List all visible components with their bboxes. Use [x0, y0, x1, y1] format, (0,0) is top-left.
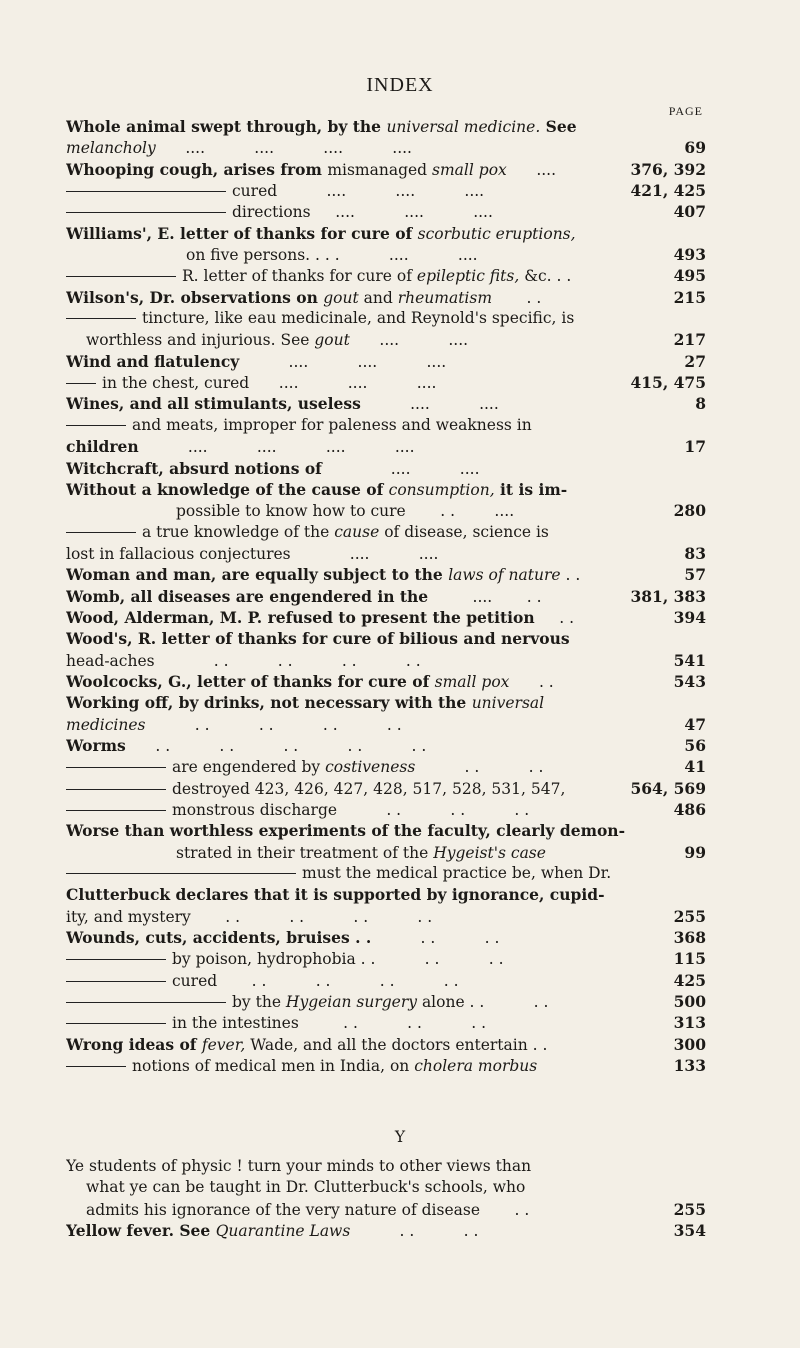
index-entry	[66, 1034, 706, 1055]
index-entry	[66, 778, 706, 799]
entry-segment: ity, and mystery . . . . . . . .	[66, 907, 433, 926]
entry-segment: a true knowledge of the	[142, 522, 335, 541]
entry-text	[66, 779, 630, 800]
entry-segment: ....	[506, 160, 557, 179]
entry-text	[66, 949, 666, 970]
index-entry	[66, 436, 706, 457]
entry-segment: . .	[534, 608, 575, 627]
index-entry	[66, 607, 706, 628]
entry-text	[66, 586, 630, 608]
index-entry	[66, 564, 706, 585]
entry-segment: Wood, Alderman, M. P. refused to present the petition	[66, 607, 535, 627]
page-number: 394	[673, 607, 706, 627]
entry-text	[86, 330, 666, 351]
entry-text	[66, 1056, 666, 1077]
entry-segment: R. letter of thanks for cure of	[182, 267, 417, 286]
ditto-rule	[66, 1002, 226, 1003]
ditto-rule	[66, 1066, 126, 1067]
entry-segment: consumption,	[388, 480, 495, 499]
entry-text	[66, 373, 630, 394]
entry-text	[86, 1177, 666, 1198]
entry-segment: tincture, like eau medicinale, and Reynold's specific, is	[142, 309, 575, 328]
index-entry	[66, 1177, 706, 1198]
entry-segment: .... .... .... ....	[138, 438, 415, 457]
entry-segment: Hygeian surgery	[285, 993, 418, 1012]
entry-segment: cured . . . . . . . .	[172, 971, 459, 990]
index-entry	[66, 308, 706, 329]
index-entry	[66, 244, 706, 265]
entry-text	[66, 607, 666, 629]
entry-segment: Clutterbuck declares that it is supported by ignorance, cupid-	[66, 885, 605, 905]
entry-segment: scorbutic eruptions,	[417, 224, 576, 243]
index-entry	[66, 351, 706, 372]
section-letter-y: Y	[394, 1128, 406, 1146]
entry-segment: gout	[314, 331, 350, 350]
entry-segment: cured .... .... ....	[232, 182, 485, 201]
entry-segment: and meats, improper for paleness and weakness in	[132, 415, 532, 434]
index-entry	[66, 671, 706, 692]
entry-segment: Working off, by drinks, not necessary with the	[66, 693, 472, 713]
entry-text	[66, 1220, 666, 1242]
entry-text	[66, 181, 630, 202]
ditto-rule	[66, 959, 166, 960]
index-entry	[66, 393, 706, 414]
entry-segment: . .	[560, 566, 581, 585]
entry-segment: by the	[232, 993, 286, 1012]
index-entry	[66, 329, 706, 350]
page-number: 280	[673, 501, 706, 521]
ditto-rule	[66, 318, 136, 319]
ditto-rule	[66, 767, 166, 768]
entry-segment: cause	[334, 522, 380, 541]
entry-segment: mismanaged	[327, 160, 433, 179]
entry-text	[66, 715, 666, 736]
index-entry	[66, 927, 706, 948]
index-entry	[66, 1156, 706, 1177]
index-entry	[66, 906, 706, 927]
index-entry	[66, 522, 706, 543]
index-entry	[66, 628, 706, 649]
entry-segment: Whole animal swept through, by the	[66, 117, 387, 136]
entry-text	[66, 159, 630, 181]
entry-text	[66, 1156, 666, 1177]
page-number: 133	[673, 1056, 706, 1076]
page-number: 255	[673, 1199, 706, 1219]
ditto-rule	[66, 212, 226, 213]
entry-segment: of disease, science is	[379, 522, 549, 541]
entry-text	[66, 1013, 666, 1034]
page-number: 300	[673, 1034, 706, 1054]
entry-text	[186, 245, 666, 266]
entry-segment: Wilson's, Dr. observations on	[66, 287, 324, 307]
entry-segment: Worms	[66, 735, 126, 755]
index-entry	[66, 1012, 706, 1033]
index-entry	[66, 287, 706, 308]
page-number: 57	[684, 565, 706, 585]
page-number: 541	[673, 650, 706, 670]
entry-segment: cholera morbus	[414, 1057, 538, 1076]
page-number: 215	[673, 287, 706, 307]
entry-segment: universal medicine.	[386, 118, 541, 136]
index-entry	[66, 223, 706, 244]
entry-segment: gout	[323, 288, 359, 307]
page-number: 8	[695, 394, 706, 414]
entry-text	[66, 651, 666, 672]
index-entry	[66, 863, 706, 884]
entry-segment: Ye students of physic ! turn your minds to other views than	[66, 1157, 532, 1175]
page-title: INDEX	[366, 74, 434, 96]
entry-segment: universal	[471, 694, 545, 713]
page-number: 99	[684, 842, 706, 862]
entry-segment: small pox	[432, 160, 507, 179]
ditto-rule	[66, 276, 176, 277]
entry-segment: Worse than worthless experiments of the faculty, clearly demon-	[66, 821, 626, 841]
index-entry	[66, 372, 706, 393]
index-entry	[66, 265, 706, 286]
index-entry	[66, 180, 706, 201]
entry-segment: . . . .	[371, 929, 500, 948]
page-number: 407	[673, 202, 706, 222]
page-number: 486	[673, 800, 706, 819]
page-number: 354	[673, 1221, 706, 1241]
index-entry	[66, 586, 706, 607]
entry-segment: Hygeist's case	[433, 843, 546, 862]
index-entry	[66, 1199, 706, 1220]
page-number: 217	[673, 330, 706, 350]
page-number: 41	[684, 757, 706, 777]
entry-text	[66, 351, 666, 373]
entry-text	[66, 628, 666, 650]
ditto-rule	[66, 873, 296, 874]
index-entry	[66, 479, 706, 500]
index-entry	[66, 458, 706, 479]
page-number: 564, 569	[630, 778, 706, 798]
entry-segment: Without a knowledge of the cause of	[66, 479, 389, 499]
entry-segment: Yellow fever. See	[66, 1221, 216, 1241]
page-number: 495	[673, 266, 706, 286]
index-entry	[66, 735, 706, 756]
page-number: 56	[684, 735, 706, 755]
entry-segment: it is im-	[494, 479, 568, 499]
entry-segment: . .	[480, 1200, 530, 1219]
ditto-rule	[66, 532, 136, 533]
ditto-rule	[66, 425, 126, 426]
ditto-rule	[66, 191, 226, 192]
entry-segment: head-aches . . . . . . . .	[66, 651, 421, 670]
entry-segment: Williams', E. letter of thanks for cure of	[66, 223, 418, 243]
entry-text	[66, 266, 666, 287]
entry-text	[66, 671, 666, 693]
index-entry	[66, 137, 706, 158]
entry-text	[66, 138, 666, 159]
entry-segment: . . . . . . . .	[145, 715, 402, 734]
entry-text	[66, 735, 666, 757]
entry-text	[66, 863, 666, 884]
ditto-rule	[66, 810, 166, 811]
index-entry	[66, 116, 706, 137]
entry-text	[66, 820, 666, 842]
entry-segment: Whooping cough, arises from	[66, 159, 328, 179]
entry-segment: on five persons. . . . .... ....	[186, 246, 478, 265]
entry-segment: Woolcocks, G., letter of thanks for cure of	[66, 671, 435, 691]
page-number: 500	[673, 992, 706, 1012]
page-number: 83	[684, 543, 706, 563]
page-number: 47	[684, 714, 706, 734]
entry-segment: costiveness	[325, 758, 416, 777]
page-number: 415, 475	[630, 373, 706, 393]
entry-segment: rheumatism	[397, 288, 493, 307]
entry-segment: Wines, and all stimulants, useless	[66, 394, 361, 414]
entry-segment: directions .... .... ....	[232, 203, 493, 222]
index-entry	[66, 948, 706, 969]
ditto-rule	[66, 981, 166, 982]
entry-segment: Wrong ideas of	[66, 1034, 202, 1054]
index-entry	[66, 1055, 706, 1076]
index-entry	[66, 500, 706, 521]
entry-segment: worthless and injurious. See	[86, 331, 315, 350]
entry-text	[66, 564, 666, 586]
entry-segment: .... ....	[349, 331, 469, 350]
entry-segment: See	[540, 117, 577, 136]
entry-text	[66, 992, 666, 1013]
index-entry	[66, 650, 706, 671]
entry-segment: &c. . .	[519, 267, 572, 286]
page-number: 313	[673, 1013, 706, 1033]
entry-segment: . . . .	[350, 1222, 479, 1241]
entry-segment: . .	[492, 288, 542, 307]
entry-segment: medicines	[66, 715, 146, 734]
index-entry	[66, 820, 706, 841]
entry-segment: Wood's, R. letter of thanks for cure of bilious and nervous	[66, 629, 570, 649]
entry-segment: monstrous discharge . . . . . .	[172, 801, 530, 819]
entry-text	[66, 800, 666, 821]
page-number: 421, 425	[630, 181, 706, 201]
entry-segment: by poison, hydrophobia . . . . . .	[172, 950, 504, 969]
index-entry	[66, 884, 706, 905]
entry-text	[66, 393, 666, 415]
entry-text	[86, 1200, 666, 1221]
entry-segment: possible to know how to cure . . ....	[176, 502, 515, 521]
page-number: 425	[673, 970, 706, 990]
index-entry	[66, 756, 706, 777]
entry-text	[176, 501, 666, 522]
entry-text	[66, 692, 666, 714]
entry-segment: what ye can be taught in Dr. Clutterbuck's schools, who	[86, 1178, 526, 1197]
entry-segment: notions of medical men in India, on	[132, 1057, 415, 1076]
entry-text	[66, 116, 666, 138]
entry-segment: Wind and flatulency	[66, 351, 240, 371]
entry-segment: fever,	[201, 1035, 246, 1054]
index-entry	[66, 1220, 706, 1241]
page-column-label: PAGE	[668, 104, 703, 118]
entry-text	[66, 907, 666, 928]
page-number: 493	[673, 245, 706, 265]
index-entry	[66, 714, 706, 735]
entry-text	[66, 544, 666, 565]
page-number: 368	[673, 928, 706, 948]
entry-segment: Witchcraft, absurd notions of	[66, 458, 322, 478]
entry-segment: epileptic fits,	[416, 267, 520, 286]
index-entry	[66, 415, 706, 436]
page-number: 381, 383	[630, 586, 706, 606]
entry-segment: melancholy	[66, 139, 156, 158]
entry-text	[66, 757, 666, 778]
entry-segment: .... ....	[321, 459, 480, 478]
entry-segment: .... .... .... ....	[155, 139, 412, 158]
entry-text	[66, 458, 666, 480]
entry-segment: . . . .	[415, 758, 544, 777]
index-entry	[66, 970, 706, 991]
entry-segment: alone . . . .	[417, 993, 549, 1012]
entry-text	[66, 436, 666, 458]
page-number: 376, 392	[630, 159, 706, 179]
entry-segment: destroyed 423, 426, 427, 428, 517, 528, 531, 547,	[172, 779, 566, 798]
entry-text	[66, 1034, 666, 1056]
page-number: 27	[684, 351, 706, 371]
entry-segment: .... ....	[360, 395, 499, 414]
entry-segment: .... . .	[428, 587, 542, 606]
entry-segment: in the chest, cured .... .... ....	[102, 374, 437, 393]
entry-segment: and	[358, 288, 398, 307]
index-entry	[66, 799, 706, 820]
entry-segment: are engendered by	[172, 758, 326, 777]
entry-segment: Womb, all diseases are engendered in the	[66, 586, 429, 606]
entry-segment: children	[66, 437, 139, 457]
entry-segment: admits his ignorance of the very nature of disease	[86, 1200, 481, 1219]
entry-text	[66, 202, 666, 223]
entry-text	[66, 415, 666, 436]
entry-text	[176, 843, 666, 864]
index-entry	[66, 159, 706, 180]
page-number: 255	[673, 906, 706, 926]
ditto-rule	[66, 789, 166, 790]
entry-text	[66, 223, 666, 245]
entry-segment: Quarantine Laws	[215, 1222, 351, 1241]
index-entry	[66, 543, 706, 564]
entry-segment: .... .... ....	[239, 352, 447, 371]
entry-text	[66, 927, 666, 949]
index-entries-w	[66, 116, 706, 1076]
ditto-rule	[66, 1023, 166, 1024]
entry-segment: strated in their treatment of the	[176, 843, 434, 862]
entry-text	[66, 522, 666, 543]
entry-segment: in the intestines . . . . . .	[172, 1014, 486, 1033]
page-number: 17	[684, 437, 706, 457]
entry-segment: Wounds, cuts, accidents, bruises . .	[66, 928, 372, 948]
entry-text	[66, 308, 666, 329]
index-entry	[66, 842, 706, 863]
entry-text	[66, 479, 666, 501]
entry-segment: small pox	[434, 672, 510, 691]
entry-text	[66, 971, 666, 992]
entry-segment: Wade, and all the doctors entertain . .	[245, 1035, 548, 1054]
entry-segment: must the medical practice be, when Dr.	[302, 864, 612, 883]
entry-segment: lost in fallacious conjectures .... ....	[66, 544, 439, 563]
ditto-rule	[66, 383, 96, 384]
index-entries-y	[66, 1156, 706, 1241]
entry-text	[66, 884, 666, 906]
page-number: 543	[673, 671, 706, 691]
index-entry	[66, 201, 706, 222]
index-entry	[66, 692, 706, 713]
page-number: 69	[684, 138, 706, 158]
entry-segment: . .	[509, 672, 554, 691]
entry-segment: laws of nature	[448, 566, 561, 585]
entry-segment: . . . . . . . . . .	[125, 736, 427, 755]
entry-segment: Woman and man, are equally subject to the	[66, 565, 449, 585]
entry-text	[66, 287, 666, 309]
page-number: 115	[673, 949, 706, 969]
index-entry	[66, 991, 706, 1012]
